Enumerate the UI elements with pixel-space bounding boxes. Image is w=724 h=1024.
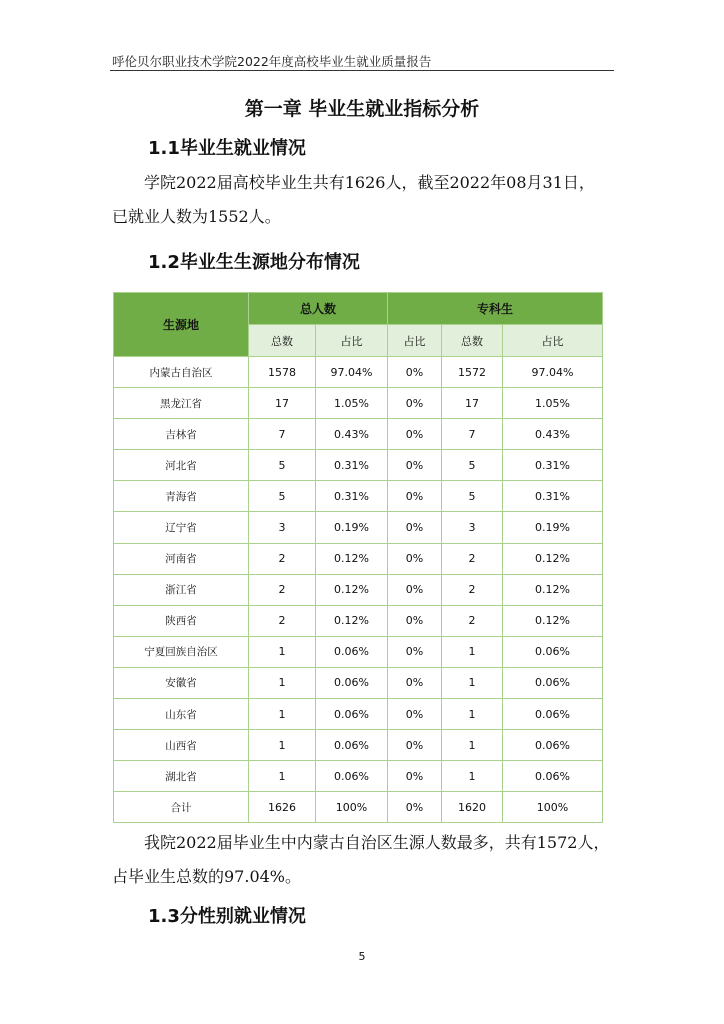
value-cell: 100% <box>503 792 603 823</box>
value-cell: 3 <box>442 512 503 543</box>
table-row <box>114 761 603 792</box>
region-cell: 辽宁省 <box>114 512 249 543</box>
value-cell: 0% <box>388 388 442 419</box>
table-row <box>114 512 603 543</box>
value-cell: 0.06% <box>316 699 388 730</box>
value-cell: 0.12% <box>316 543 388 574</box>
value-cell: 2 <box>249 574 316 605</box>
table-row <box>114 605 603 636</box>
value-cell: 2 <box>442 605 503 636</box>
region-cell: 青海省 <box>114 481 249 512</box>
value-cell: 1 <box>442 761 503 792</box>
value-cell: 3 <box>249 512 316 543</box>
table-row <box>114 699 603 730</box>
value-cell: 1 <box>249 699 316 730</box>
table-row <box>114 543 603 574</box>
chapter-title: 第一章 毕业生就业指标分析 <box>244 98 480 120</box>
value-cell: 0.12% <box>316 574 388 605</box>
region-cell: 宁夏回族自治区 <box>114 636 249 667</box>
section-heading-1-3: 1.3分性别就业情况 <box>148 906 306 927</box>
value-cell: 0.06% <box>316 667 388 698</box>
value-cell: 0% <box>388 761 442 792</box>
value-cell: 0.06% <box>316 761 388 792</box>
value-cell: 1578 <box>249 357 316 388</box>
value-cell: 0.06% <box>503 636 603 667</box>
paragraph-origin-summary <box>112 826 614 894</box>
table-row <box>114 481 603 512</box>
region-cell: 山东省 <box>114 699 249 730</box>
table-row <box>114 574 603 605</box>
table-row <box>114 730 603 761</box>
section-heading-1-2: 1.2毕业生生源地分布情况 <box>148 252 360 273</box>
region-cell: 安徽省 <box>114 667 249 698</box>
value-cell: 1620 <box>442 792 503 823</box>
subheader-cell: 总数 <box>249 325 316 357</box>
value-cell: 0.31% <box>503 450 603 481</box>
header-rule <box>110 70 614 71</box>
value-cell: 1626 <box>249 792 316 823</box>
value-cell: 0.06% <box>503 699 603 730</box>
value-cell: 97.04% <box>503 357 603 388</box>
header-region: 生源地 <box>114 293 249 357</box>
origin-distribution-table <box>113 292 603 823</box>
value-cell: 2 <box>442 574 503 605</box>
region-cell: 吉林省 <box>114 419 249 450</box>
header-group-total: 总人数 <box>249 293 388 325</box>
page-number: 5 <box>358 950 366 963</box>
region-cell: 黑龙江省 <box>114 388 249 419</box>
value-cell: 97.04% <box>316 357 388 388</box>
value-cell: 1572 <box>442 357 503 388</box>
table-row <box>114 792 603 823</box>
section-heading-1-1: 1.1毕业生就业情况 <box>148 138 306 159</box>
paragraph-line: 已就业人数为1552人。 <box>112 207 281 226</box>
value-cell: 0.06% <box>316 636 388 667</box>
paragraph-line: 学院2022届高校毕业生共有1626人，截至2022年08月31日， <box>144 173 595 192</box>
value-cell: 0% <box>388 543 442 574</box>
subheader-cell: 总数 <box>442 325 503 357</box>
value-cell: 17 <box>249 388 316 419</box>
value-cell: 0% <box>388 605 442 636</box>
region-cell: 山西省 <box>114 730 249 761</box>
value-cell: 0% <box>388 419 442 450</box>
value-cell: 0.12% <box>503 574 603 605</box>
subheader-cell: 占比 <box>388 325 442 357</box>
region-cell: 河南省 <box>114 543 249 574</box>
value-cell: 0.19% <box>316 512 388 543</box>
value-cell: 1 <box>249 636 316 667</box>
value-cell: 0% <box>388 667 442 698</box>
table-row <box>114 450 603 481</box>
region-cell: 陕西省 <box>114 605 249 636</box>
table-row <box>114 636 603 667</box>
region-cell: 内蒙古自治区 <box>114 357 249 388</box>
value-cell: 5 <box>442 481 503 512</box>
table-body <box>114 357 603 823</box>
value-cell: 0.06% <box>503 761 603 792</box>
running-header: 呼伦贝尔职业技术学院2022年度高校毕业生就业质量报告 <box>112 54 432 69</box>
header-group-specialty: 专科生 <box>388 293 603 325</box>
value-cell: 0% <box>388 481 442 512</box>
value-cell: 0% <box>388 357 442 388</box>
value-cell: 100% <box>316 792 388 823</box>
value-cell: 1.05% <box>503 388 603 419</box>
value-cell: 0.06% <box>503 730 603 761</box>
value-cell: 2 <box>249 605 316 636</box>
value-cell: 0.43% <box>316 419 388 450</box>
value-cell: 0.06% <box>316 730 388 761</box>
region-cell: 浙江省 <box>114 574 249 605</box>
value-cell: 0.19% <box>503 512 603 543</box>
region-cell: 河北省 <box>114 450 249 481</box>
value-cell: 0% <box>388 730 442 761</box>
paragraph-employment <box>112 166 614 234</box>
value-cell: 5 <box>249 481 316 512</box>
value-cell: 7 <box>249 419 316 450</box>
value-cell: 1 <box>442 699 503 730</box>
table-row <box>114 419 603 450</box>
value-cell: 0.12% <box>316 605 388 636</box>
value-cell: 0.31% <box>503 481 603 512</box>
value-cell: 1 <box>249 667 316 698</box>
value-cell: 1.05% <box>316 388 388 419</box>
table-row <box>114 357 603 388</box>
value-cell: 0% <box>388 450 442 481</box>
paragraph-line: 我院2022届毕业生中内蒙古自治区生源人数最多，共有1572人， <box>144 833 610 852</box>
value-cell: 1 <box>249 730 316 761</box>
value-cell: 1 <box>249 761 316 792</box>
value-cell: 1 <box>442 667 503 698</box>
region-cell: 合计 <box>114 792 249 823</box>
paragraph-line: 占毕业生总数的97.04%。 <box>112 867 302 886</box>
value-cell: 0.06% <box>503 667 603 698</box>
value-cell: 1 <box>442 730 503 761</box>
value-cell: 17 <box>442 388 503 419</box>
subheader-cell: 占比 <box>316 325 388 357</box>
value-cell: 0.12% <box>503 605 603 636</box>
value-cell: 7 <box>442 419 503 450</box>
value-cell: 0% <box>388 512 442 543</box>
value-cell: 0.12% <box>503 543 603 574</box>
value-cell: 1 <box>442 636 503 667</box>
value-cell: 2 <box>442 543 503 574</box>
value-cell: 0.31% <box>316 481 388 512</box>
value-cell: 5 <box>442 450 503 481</box>
value-cell: 0% <box>388 792 442 823</box>
region-cell: 湖北省 <box>114 761 249 792</box>
value-cell: 0% <box>388 699 442 730</box>
subheader-cell: 占比 <box>503 325 603 357</box>
table-row <box>114 667 603 698</box>
value-cell: 0% <box>388 636 442 667</box>
value-cell: 2 <box>249 543 316 574</box>
value-cell: 0% <box>388 574 442 605</box>
table-row <box>114 388 603 419</box>
value-cell: 5 <box>249 450 316 481</box>
value-cell: 0.31% <box>316 450 388 481</box>
value-cell: 0.43% <box>503 419 603 450</box>
